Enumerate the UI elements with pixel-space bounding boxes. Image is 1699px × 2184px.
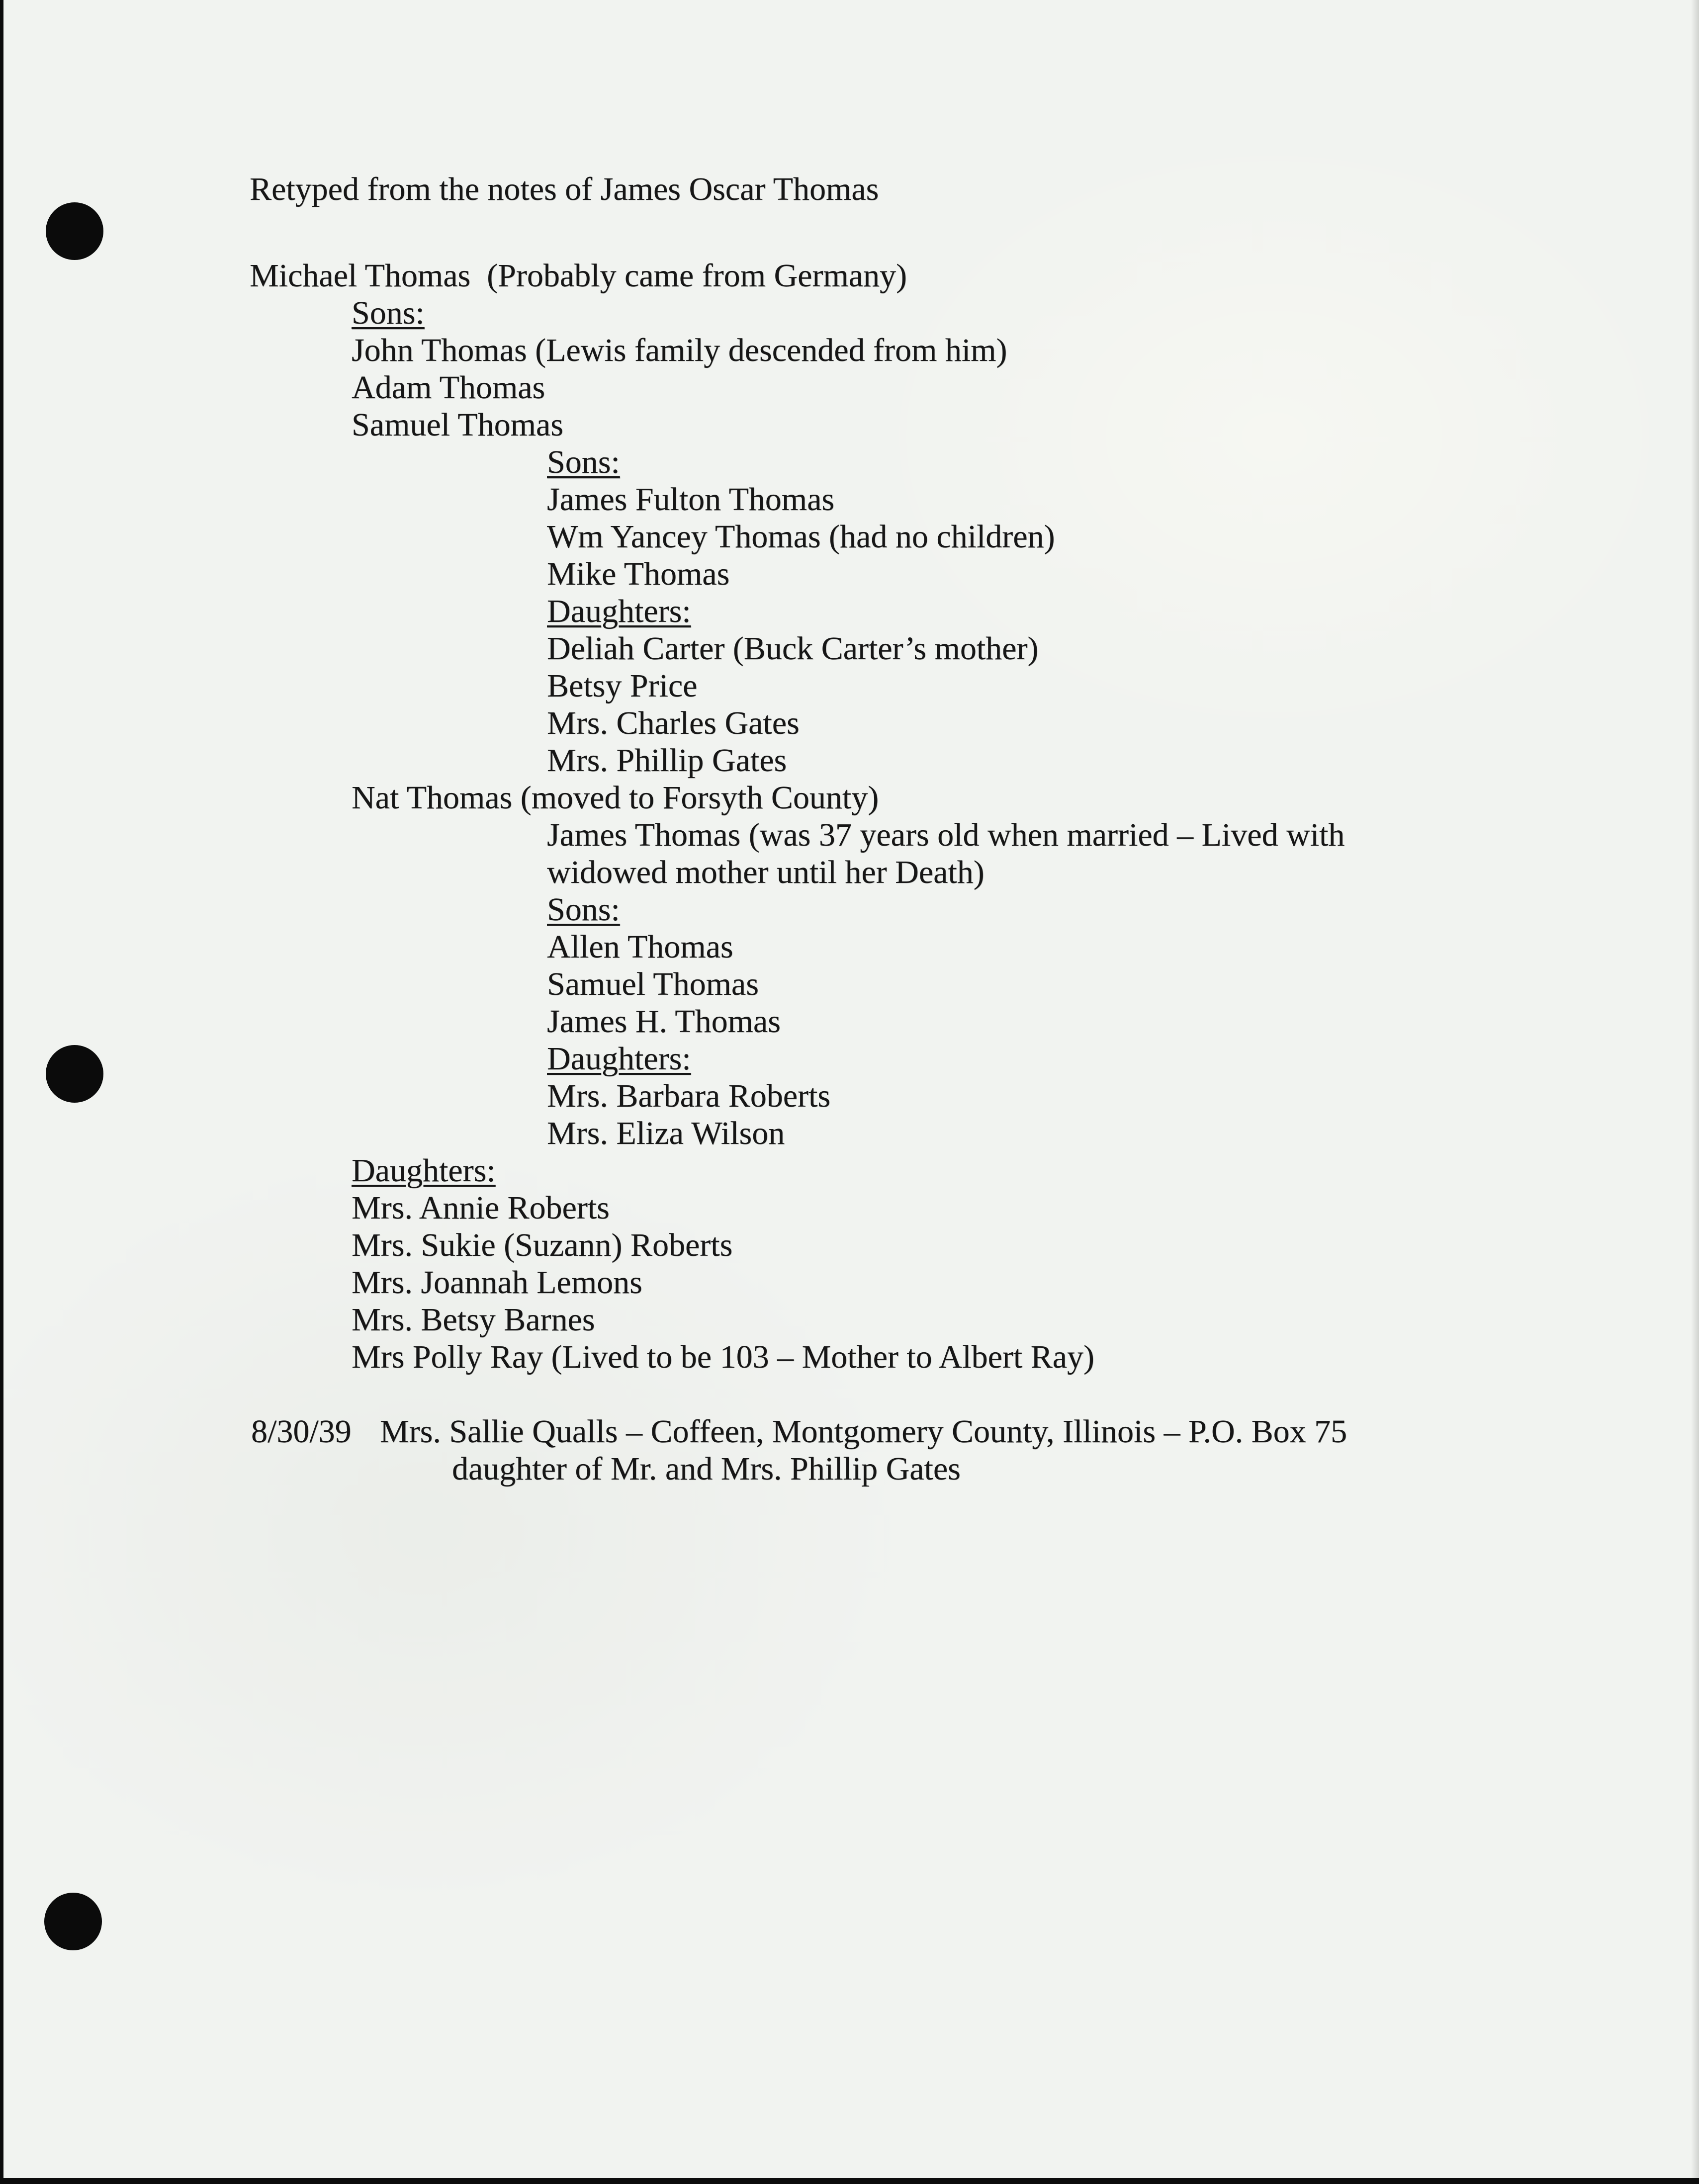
document-line: Samuel Thomas	[547, 966, 759, 1002]
document-line: James H. Thomas	[547, 1003, 781, 1040]
section-heading	[0, 294, 1699, 332]
section-heading	[0, 1040, 1699, 1077]
section-heading-label: Sons:	[547, 891, 620, 928]
document-title-line: Retyped from the notes of James Oscar Thomas	[250, 171, 879, 207]
document-line: Mrs. Charles Gates	[547, 705, 800, 741]
document-line: Mrs. Betsy Barnes	[352, 1302, 595, 1338]
document-line: John Thomas (Lewis family descended from him)	[352, 332, 1007, 368]
document-line: Mrs. Joannah Lemons	[352, 1264, 642, 1301]
footer-note	[0, 1413, 1699, 1487]
section-heading-label: Daughters:	[352, 1152, 496, 1189]
section-heading	[0, 1152, 1699, 1189]
scan-edge-bottom	[0, 2178, 1699, 2184]
footer-text	[380, 1413, 1699, 1487]
document-line: Samuel Thomas	[352, 407, 563, 443]
footer-date: 8/30/39	[251, 1413, 352, 1450]
document-line: Mrs. Annie Roberts	[352, 1190, 610, 1226]
section-heading-label: Sons:	[352, 295, 425, 331]
section-heading	[0, 891, 1699, 928]
section-heading	[0, 443, 1699, 481]
document-line: Mrs. Barbara Roberts	[547, 1078, 831, 1114]
section-heading-label: Daughters:	[547, 1041, 691, 1077]
document-line: Betsy Price	[547, 668, 698, 704]
document-line: Mrs. Eliza Wilson	[547, 1115, 785, 1151]
document-line: widowed mother until her Death)	[547, 854, 984, 890]
document-line: James Thomas (was 37 years old when married – Lived with	[547, 817, 1345, 853]
document-line: Mrs. Sukie (Suzann) Roberts	[352, 1227, 733, 1263]
document-line: Michael Thomas (Probably came from Germany)	[250, 258, 907, 294]
section-heading-label: Sons:	[547, 444, 620, 480]
blank-space	[0, 208, 1699, 257]
blank-space	[0, 1376, 1699, 1413]
document-line: Nat Thomas (moved to Forsyth County)	[352, 780, 879, 816]
document-line: Mrs. Phillip Gates	[547, 742, 787, 779]
document-body	[0, 171, 1699, 1487]
document-line: Mike Thomas	[547, 556, 730, 592]
footer-line: daughter of Mr. and Mrs. Phillip Gates	[452, 1451, 961, 1487]
document-line: Wm Yancey Thomas (had no children)	[547, 519, 1055, 555]
document-line: Allen Thomas	[547, 929, 733, 965]
hole-punch	[44, 1893, 102, 1950]
document-line: James Fulton Thomas	[547, 481, 835, 518]
document-line: Mrs Polly Ray (Lived to be 103 – Mother to Albert Ray)	[352, 1339, 1094, 1375]
section-heading-label: Daughters:	[547, 593, 691, 629]
footer-line: Mrs. Sallie Qualls – Coffeen, Montgomery County, Illinois – P.O. Box 75	[380, 1413, 1347, 1450]
document-line: Deliah Carter (Buck Carter’s mother)	[547, 630, 1039, 667]
section-heading	[0, 593, 1699, 630]
document-line: Adam Thomas	[352, 369, 545, 406]
